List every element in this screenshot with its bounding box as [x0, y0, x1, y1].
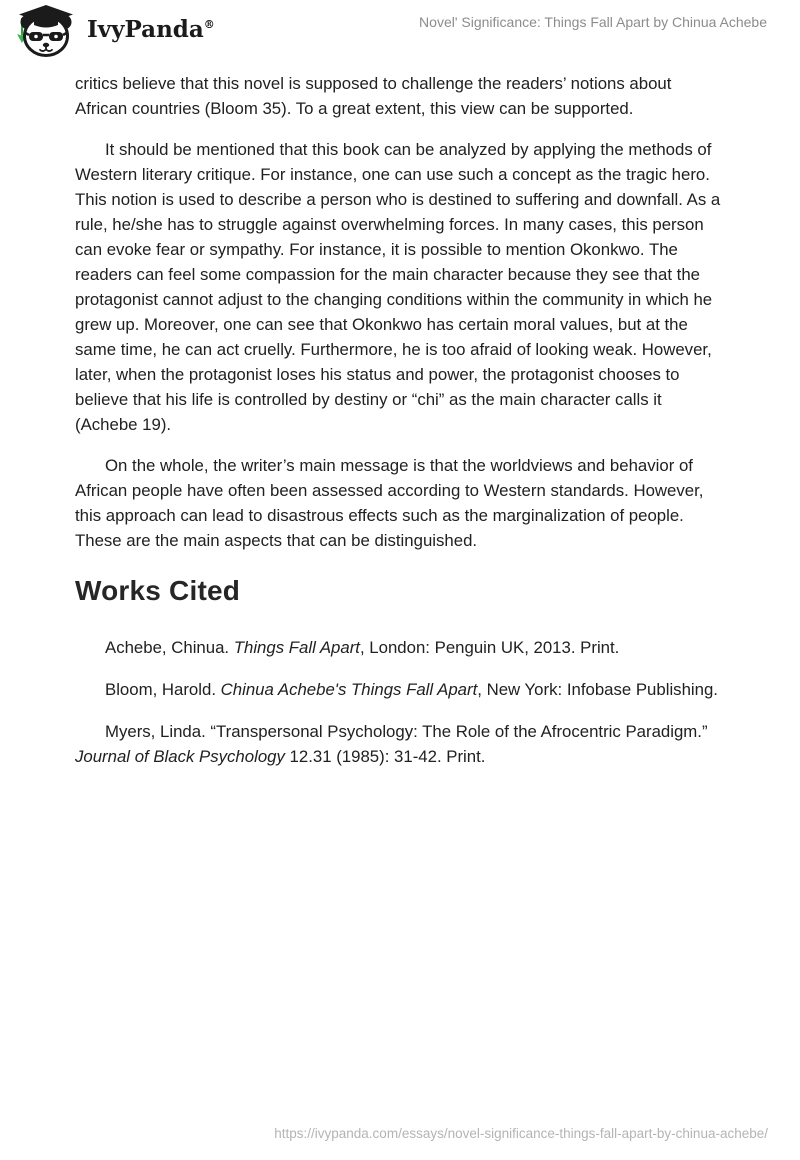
- essay-paragraph: On the whole, the writer’s main message is that the worldviews and behavior of African people have often been assessed according to Western standards. However, this approach can lead to disastrous effects such as the marginalization of people. These are the main aspects that can be distinguished.: [75, 456, 704, 550]
- reference-item: [75, 677, 725, 702]
- ivypanda-panda-logo-icon: [14, 5, 78, 58]
- essay-paragraph: It should be mentioned that this book can be analyzed by applying the methods of Western literary critique. For instance, one can use such a concept as the tragic hero. This notion is used to describe a person who is destined to suffering and downfall. As a rule, he/she has to struggle against overwhelming forces. In many cases, this person can evoke fear or sympathy. For instance, it is possible to mention Okonkwo. The readers can feel some compassion for the main character because they see that the protagonist cannot adjust to the changing conditions within the community in which he grew up. Moreover, one can see that Okonkwo has certain moral values, but at the same time, he can act cruelly. Furthermore, he is too afraid of looking weak. However, later, when the protagonist loses his status and power, the protagonist chooses to believe that his life is controlled by destiny or “chi” as the main character calls it (Achebe 19).: [75, 140, 721, 434]
- registered-trademark-icon: ®: [203, 18, 215, 31]
- reference-text: 12.31 (1985): 31-42. Print.: [284, 747, 486, 766]
- source-url-link[interactable]: https://ivypanda.com/essays/novel-significance-things-fall-apart-by-chinua-achebe/: [274, 1126, 768, 1141]
- references-list: [75, 635, 725, 769]
- reference-text: Bloom, Harold.: [105, 680, 221, 699]
- brand-name: [87, 18, 215, 45]
- reference-item: [75, 635, 725, 660]
- document-title: Novel' Significance: Things Fall Apart by Chinua Achebe: [419, 14, 767, 30]
- reference-work-title: Journal of Black Psychology: [75, 747, 285, 766]
- page-header: [0, 0, 800, 64]
- essay-content: [75, 71, 725, 786]
- reference-text: Achebe, Chinua.: [105, 638, 234, 657]
- brand-logo-group: [14, 5, 215, 58]
- reference-text: , London: Penguin UK, 2013. Print.: [359, 638, 620, 657]
- reference-item: [75, 719, 725, 769]
- reference-text: Myers, Linda. “Transpersonal Psychology: The Role of the Afrocentric Paradigm.”: [105, 722, 708, 741]
- brand-text: IvyPanda: [87, 16, 204, 43]
- essay-paragraph: critics believe that this novel is supposed to challenge the readers’ notions about African countries (Bloom 35). To a great extent, this view can be supported.: [75, 74, 672, 118]
- reference-work-title: Chinua Achebe's Things Fall Apart: [220, 680, 478, 699]
- works-cited-heading: Works Cited: [75, 575, 241, 606]
- reference-text: , New York: Infobase Publishing.: [477, 680, 718, 699]
- reference-work-title: Things Fall Apart: [233, 638, 360, 657]
